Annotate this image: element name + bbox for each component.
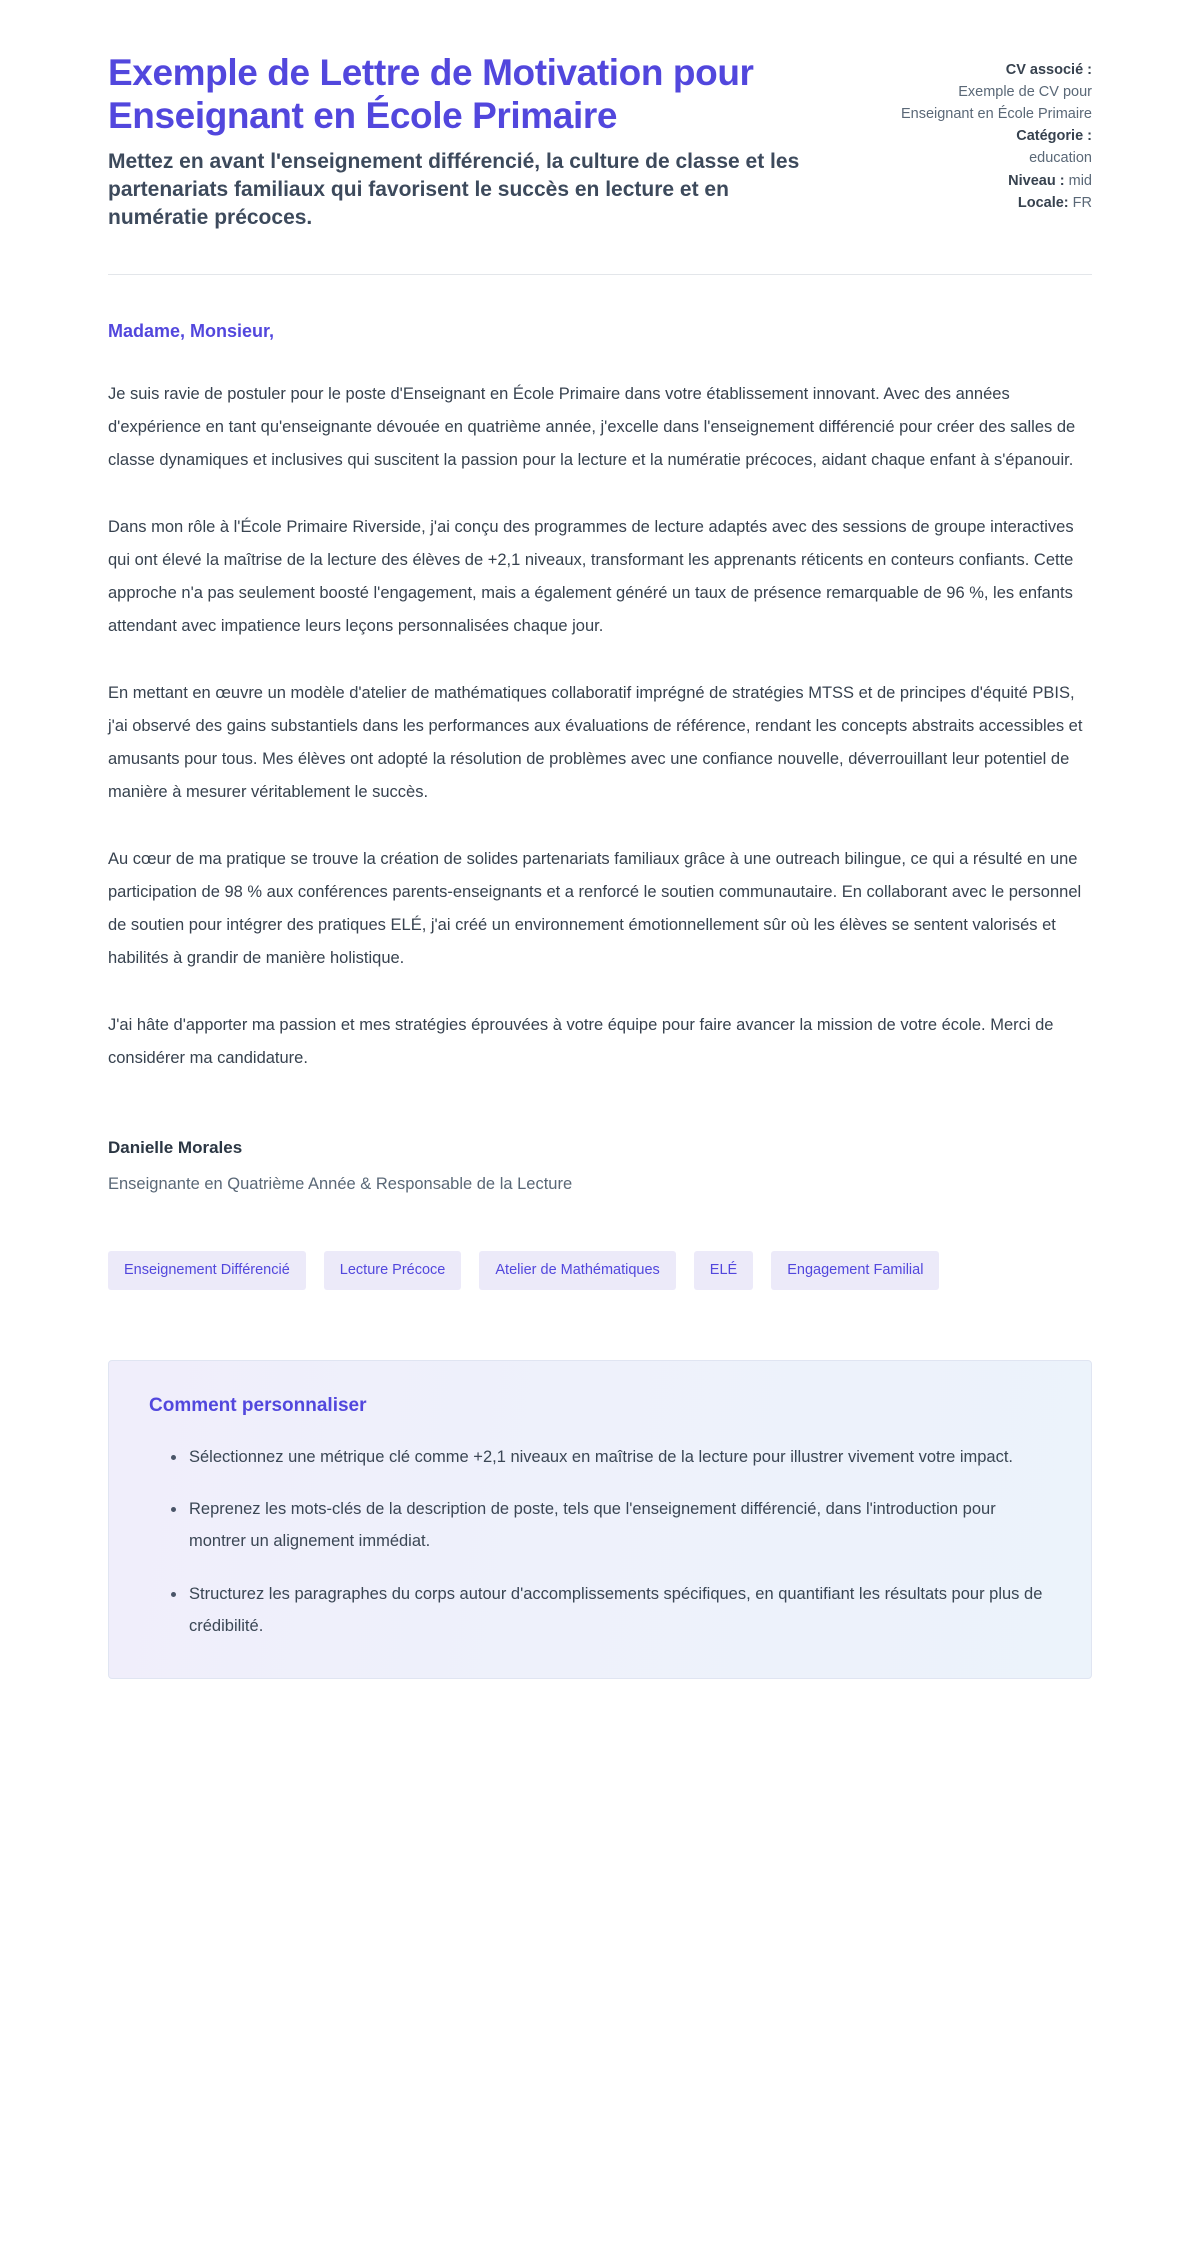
cover-letter-body	[108, 275, 1092, 1075]
page-title: Exemple de Lettre de Motivation pour Enseignant en École Primaire	[108, 52, 754, 136]
metadata-panel	[892, 52, 1092, 215]
callout-tip-item: Sélectionnez une métrique clé comme +2,1 niveaux en maîtrise de la lecture pour illustrer vivement votre impact.	[171, 1441, 1051, 1473]
meta-row-associated-cv	[892, 60, 1092, 81]
letter-salutation: Madame, Monsieur,	[108, 320, 275, 341]
meta-value-associated-cv: Exemple de CV pour Enseignant en École Primaire	[900, 84, 1092, 122]
meta-value-associated-cv-row	[892, 82, 1092, 125]
callout-tip-item: Structurez les paragraphes du corps autour d'accomplissements spécifiques, en quantifiant les résultats pour plus de crédibilité.	[171, 1578, 1051, 1642]
meta-label-category: Catégorie :	[1016, 127, 1092, 144]
meta-value-locale: FR	[1072, 194, 1092, 211]
signature-role: Enseignante en Quatrième Année & Responsable de la Lecture	[108, 1175, 573, 1194]
tag-chip[interactable]: Lecture Précoce	[324, 1251, 462, 1290]
tag-chip[interactable]: ELÉ	[694, 1251, 753, 1290]
letter-paragraph: Je suis ravie de postuler pour le poste d'Enseignant en École Primaire dans votre établissement innovant. Avec des années d'expérience en tant qu'enseignante dévouée en quatrième année, j'excelle dans l'enseignement différencié pour créer des salles de classe dynamiques et inclusives qui suscitent la passion pour la lecture et la numératie précoces, aidant chaque enfant à s'épanouir.	[108, 384, 1076, 469]
callout-title: Comment personnaliser	[149, 1394, 367, 1416]
meta-value-level: mid	[1068, 172, 1092, 189]
letter-paragraph: Dans mon rôle à l'École Primaire Riverside, j'ai conçu des programmes de lecture adaptés avec des sessions de groupe interactives qui ont élevé la maîtrise de la lecture des élèves de +2,1 niveaux, transformant les apprenants réticents en conteurs confiants. Cette approche n'a pas seulement boosté l'engagement, mais a également généré un taux de présence remarquable de 96 %, les enfants attendant avec impatience leurs leçons personnalisées chaque jour.	[108, 517, 1074, 635]
letter-paragraph: Au cœur de ma pratique se trouve la création de solides partenariats familiaux grâce à une outreach bilingue, ce qui a résulté en une participation de 98 % aux conférences parents-enseignants et a renforcé le soutien communautaire. En collaborant avec le personnel de soutien pour intégrer des pratiques ELÉ, j'ai créé un environnement émotionnellement sûr où les élèves se sentent valorisés et habilités à grandir de manière holistique.	[108, 849, 1082, 967]
tag-chip[interactable]: Atelier de Mathématiques	[479, 1251, 675, 1290]
document-header	[108, 0, 1092, 232]
letter-paragraph: En mettant en œuvre un modèle d'atelier de mathématiques collaboratif imprégné de stratégies MTSS et de principes d'équité PBIS, j'ai observé des gains substantiels dans les performances aux évaluations de référence, rendant les concepts abstraits accessibles et amusants pour tous. Mes élèves ont adopté la résolution de problèmes avec une confiance nouvelle, déverrouillant leur potentiel de manière à mesurer véritablement le succès.	[108, 683, 1083, 801]
meta-row-category	[892, 126, 1092, 147]
callout-tip-item: Reprenez les mots-clés de la description de poste, tels que l'enseignement différencié, dans l'introduction pour montrer un alignement immédiat.	[171, 1493, 1051, 1557]
tag-chip[interactable]: Engagement Familial	[771, 1251, 939, 1290]
meta-label-associated-cv: CV associé :	[1005, 62, 1092, 78]
how-to-customize-callout	[108, 1360, 1092, 1679]
meta-label-level: Niveau :	[1008, 172, 1065, 189]
signature-block	[108, 1109, 1092, 1197]
header-text-block	[108, 52, 828, 232]
letter-paragraph: J'ai hâte d'apporter ma passion et mes stratégies éprouvées à votre équipe pour faire avancer la mission de votre école. Merci de considérer ma candidature.	[108, 1015, 1054, 1067]
meta-value-category: education	[1029, 150, 1092, 167]
page-subtitle: Mettez en avant l'enseignement différencié, la culture de classe et les partenariats familiaux qui favorisent le succès en lecture et en numératie précoces.	[108, 149, 800, 229]
tag-list	[108, 1197, 1008, 1290]
signature-name: Danielle Morales	[108, 1137, 243, 1157]
meta-value-category-row	[892, 148, 1092, 169]
meta-label-locale: Locale:	[1017, 194, 1069, 211]
callout-tip-list	[149, 1441, 1051, 1642]
meta-row-locale	[892, 193, 1092, 214]
meta-row-level	[892, 171, 1092, 192]
tag-chip[interactable]: Enseignement Différencié	[108, 1251, 306, 1290]
